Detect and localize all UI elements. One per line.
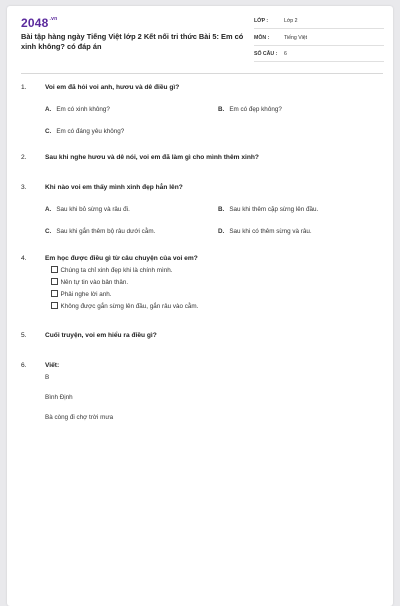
question-text: Khi nào voi em thấy mình xinh đẹp hẳn lên? (45, 184, 183, 191)
checkbox-icon[interactable] (51, 278, 58, 285)
checkbox-item[interactable]: Chúng ta chỉ xinh đẹp khi là chính mình. (51, 266, 173, 274)
writing-line-3: Bà còng đi chợ trời mưa (45, 414, 114, 421)
site-logo[interactable]: $2048^{.vn}$ (21, 16, 58, 30)
checkbox-icon[interactable] (51, 302, 58, 309)
option-1b[interactable]: B. Em có đẹp không? (218, 106, 282, 113)
meta-question-count: SỐ CÂU : 6 (254, 49, 384, 62)
question-text: Cuối truyện, voi em hiểu ra điều gì? (45, 332, 157, 339)
meta-grade: LỚP : Lớp 2 (254, 16, 384, 29)
option-3b[interactable]: B. Sau khi thêm cặp sừng lên đầu. (218, 206, 319, 213)
question-text: Viết: (45, 362, 60, 369)
checkbox-item[interactable]: Nên tự tin vào bản thân. (51, 278, 128, 286)
header-divider (21, 73, 383, 74)
checkbox-icon[interactable] (51, 266, 58, 273)
question-text: Em học được điều gì từ câu chuyện của voi em? (45, 255, 198, 262)
option-3a[interactable]: A. Sau khi bỏ sừng và râu đi. (45, 206, 130, 213)
checkbox-icon[interactable] (51, 290, 58, 297)
question-text: Sau khi nghe hươu và dê nói, voi em đã làm gì cho mình thêm xinh? (45, 154, 259, 161)
worksheet: $2048^{.vn}$ Bài tập hàng ngày Tiếng Việt lớp 2 Kết nối tri thức Bài 5: Em có xinh không? có đáp án LỚP : Lớp 2 MÔN : Tiếng Việt SỐ CÂU : 6 1. Voi em đã hỏi voi anh, hươu và dê điều gì? A. Em có xinh không? B. Em có đẹp không? C. Em có đáng yêu không? 2. Sau khi nghe hươu và dê nói, voi em đã làm gì cho mình thêm xinh? 3. Khi nào voi em thấy mình xinh đẹp hẳn lên? A. Sau khi bỏ sừng và râu đi. B. Sau khi thêm cặp sừng lên đầu. C. Sau khi gắn thêm bộ râu dưới cằm. D. Sau khi có thêm sừng và râu. 4. Em học được điều gì từ câu chuyện của voi em? Chúng ta chỉ xinh đẹp khi là chính mình. Nên tự tin vào bản thân. Phải nghe lời anh. Không được gắn sừng lên đầu, gắn râu vào cằm. 5. Cuối truyện, voi em hiểu ra điều gì? 6. Viết: B Bình Định Bà còng đi chợ trời mưa (7, 6, 393, 606)
worksheet-title: Bài tập hàng ngày Tiếng Việt lớp 2 Kết nối tri thức Bài 5: Em có xinh không? có đáp án (21, 32, 244, 51)
writing-line-2: Bình Định (45, 394, 73, 401)
checkbox-item[interactable]: Không được gắn sừng lên đầu, gắn râu vào cằm. (51, 302, 198, 310)
writing-line-1: B (45, 374, 50, 381)
checkbox-item[interactable]: Phải nghe lời anh. (51, 290, 112, 298)
option-3d[interactable]: D. Sau khi có thêm sừng và râu. (218, 228, 312, 235)
meta-subject: MÔN : Tiếng Việt (254, 33, 384, 46)
option-1c[interactable]: C. Em có đáng yêu không? (45, 128, 125, 135)
worksheet-header (7, 6, 393, 72)
option-3c[interactable]: C. Sau khi gắn thêm bộ râu dưới cằm. (45, 228, 156, 235)
question-text: Voi em đã hỏi voi anh, hươu và dê điều gì? (45, 84, 180, 91)
option-1a[interactable]: A. Em có xinh không? (45, 106, 110, 113)
